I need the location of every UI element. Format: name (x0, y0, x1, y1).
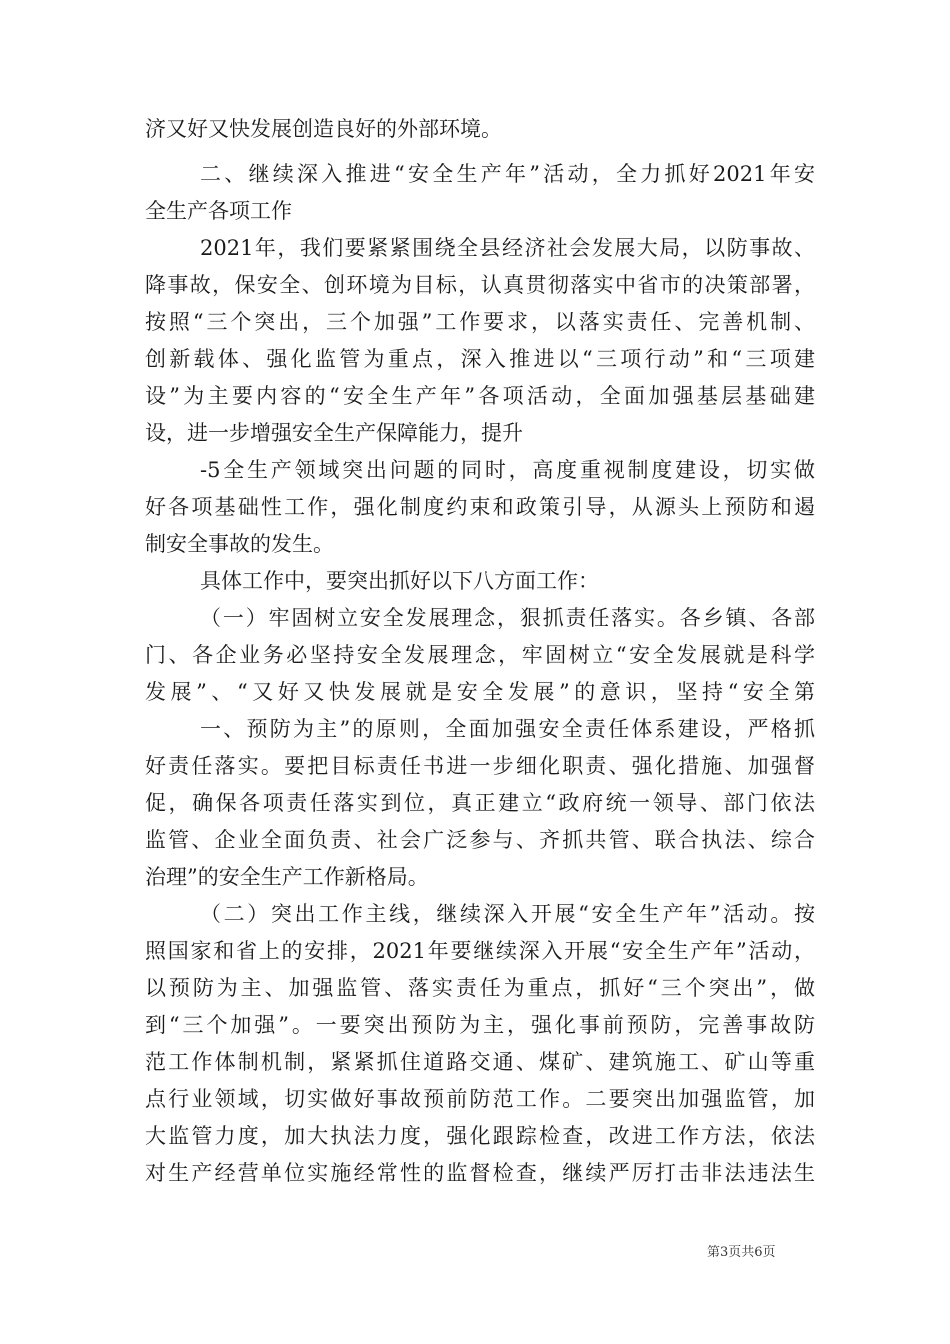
text-line-24: 以预防为主、加强监管、落实责任为重点，抓好“三个突出”，做 (145, 976, 815, 1000)
text-line-11: 好各项基础性工作，强化制度约束和政策引导，从源头上预防和遏 (145, 495, 815, 519)
heading-line-2: 二、继续深入推进“安全生产年”活动，全力抓好2021年安 (200, 162, 815, 186)
text-line-17: 一、预防为主”的原则，全面加强安全责任体系建设，严格抓 (200, 717, 815, 741)
text-line-8: 设”为主要内容的“安全生产年”各项活动，全面加强基层基础建 (145, 384, 815, 408)
text-line-14: （一）牢固树立安全发展理念，狠抓责任落实。各乡镇、各部 (200, 606, 815, 630)
text-line-10: -5全生产领域突出问题的同时，高度重视制度建设，切实做 (200, 458, 815, 482)
text-line-4: 2021年，我们要紧紧围绕全县经济社会发展大局，以防事故、 (200, 236, 815, 260)
text-line-29: 对生产经营单位实施经常性的监督检查，继续严厉打击非法违法生 (145, 1161, 815, 1185)
heading-line-3: 全生产各项工作 (145, 199, 292, 223)
text-line-9: 设，进一步增强安全生产保障能力，提升 (145, 421, 523, 445)
page-number: 第3页共6页 (707, 1245, 776, 1260)
text-line-5: 降事故，保安全、创环境为目标，认真贯彻落实中省市的决策部署， (145, 273, 815, 297)
text-line-23: 照国家和省上的安排，2021年要继续深入开展“安全生产年”活动， (145, 939, 815, 963)
text-line-15: 门、各企业务必坚持安全发展理念，牢固树立“安全发展就是科学 (145, 643, 815, 667)
text-line-18: 好责任落实。要把目标责任书进一步细化职责、强化措施、加强督 (145, 754, 815, 778)
text-line-21: 治理”的安全生产工作新格局。 (145, 865, 429, 889)
text-line-27: 点行业领域，切实做好事故预前防范工作。二要突出加强监管，加 (145, 1087, 815, 1111)
text-line-12: 制安全事故的发生。 (145, 532, 334, 556)
text-line-6: 按照“三个突出，三个加强”工作要求，以落实责任、完善机制、 (145, 310, 815, 334)
text-line-19: 促，确保各项责任落实到位，真正建立“政府统一领导、部门依法 (145, 791, 815, 815)
text-line-13: 具体工作中，要突出抓好以下八方面工作： (200, 569, 599, 593)
text-line-16: 发展”、“又好又快发展就是安全发展”的意识，坚持“安全第 (145, 680, 815, 704)
text-line-7: 创新载体、强化监管为重点，深入推进以“三项行动”和“三项建 (145, 347, 815, 371)
text-line-26: 范工作体制机制，紧紧抓住道路交通、煤矿、建筑施工、矿山等重 (145, 1050, 815, 1074)
text-line-1: 济又好又快发展创造良好的外部环境。 (145, 117, 502, 141)
text-line-28: 大监管力度，加大执法力度，强化跟踪检查，改进工作方法，依法 (145, 1124, 815, 1148)
text-line-25: 到“三个加强”。一要突出预防为主，强化事前预防，完善事故防 (145, 1013, 815, 1037)
text-line-20: 监管、企业全面负责、社会广泛参与、齐抓共管、联合执法、综合 (145, 828, 815, 852)
text-line-22: （二）突出工作主线，继续深入开展“安全生产年”活动。按 (200, 902, 815, 926)
